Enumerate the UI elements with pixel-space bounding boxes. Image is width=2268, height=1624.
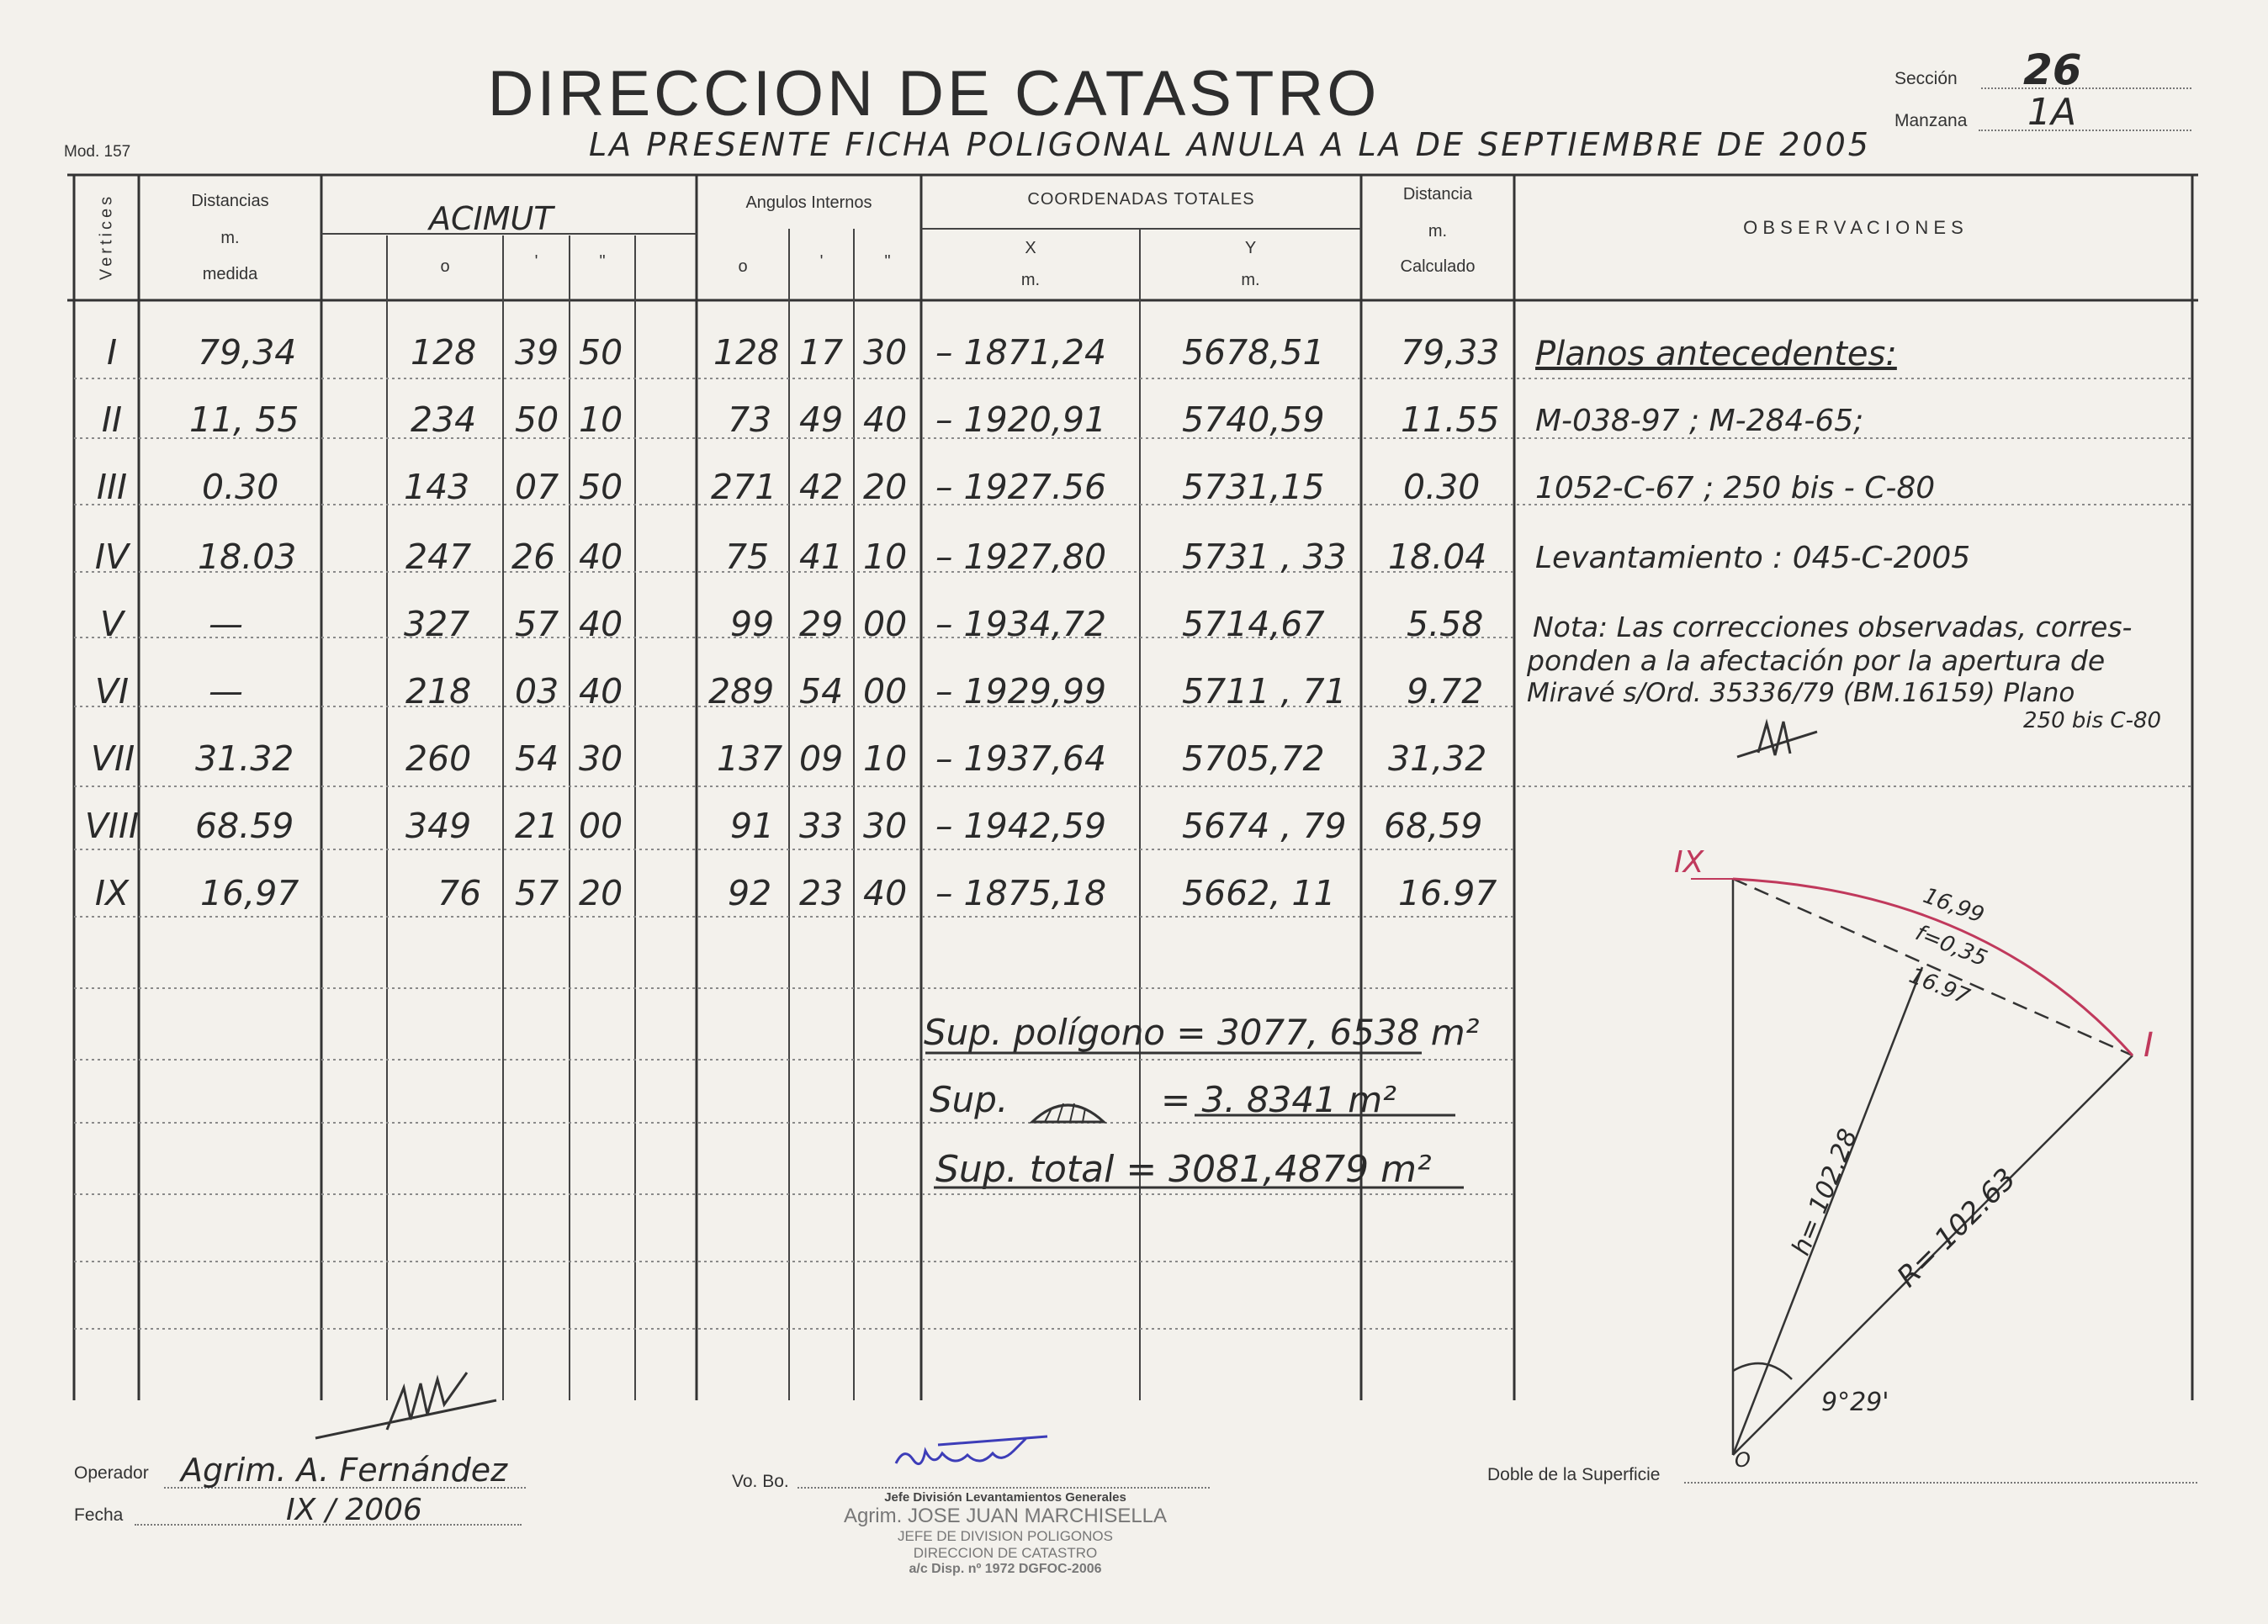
col-dist-calc-sub: Calculado xyxy=(1400,257,1476,276)
row-azimuth-deg: 218 xyxy=(405,671,472,711)
row-angle-sec: 10 xyxy=(863,738,908,779)
row-distance: 18.03 xyxy=(198,537,297,577)
row-vertex: VII xyxy=(91,738,135,779)
vobo-signature xyxy=(888,1430,1064,1480)
obs-nota-3: Miravé s/Ord. 35336/79 (BM.16159) Plano xyxy=(1527,678,2075,708)
row-y: 5731 , 33 xyxy=(1182,537,1347,577)
col-distancias-sub: medida xyxy=(202,265,258,283)
row-angle-deg: 271 xyxy=(711,467,777,507)
sketch-radius: R= 102.63 xyxy=(1890,1161,2023,1294)
initials-signature xyxy=(1733,715,1826,765)
row-calc: 11.55 xyxy=(1401,399,1500,440)
col-distancias-unit: m. xyxy=(220,229,240,247)
row-vertex: IV xyxy=(94,537,130,577)
row-vertex: IX xyxy=(94,873,130,913)
row-azimuth-min: 21 xyxy=(515,806,559,846)
stamp-line-5: a/c Disp. nº 1972 DGFOC-2006 xyxy=(909,1562,1102,1576)
row-calc: 18.04 xyxy=(1388,537,1487,577)
col-vertices: Vertices xyxy=(97,193,116,281)
surface-segment-label: Sup. xyxy=(930,1079,1009,1120)
col-angulos-min: ' xyxy=(819,252,824,271)
obs-plans-list-2: 1052-C-67 ; 250 bis - C-80 xyxy=(1535,471,1936,505)
row-azimuth-sec: 40 xyxy=(579,671,623,711)
row-azimuth-sec: 40 xyxy=(579,537,623,577)
col-acimut-min: ' xyxy=(534,252,538,271)
stamp-line-1: Jefe División Levantamientos Generales xyxy=(884,1490,1126,1505)
row-y: 5662, 11 xyxy=(1182,873,1336,913)
row-distance: 79,34 xyxy=(198,332,297,373)
row-angle-sec: 30 xyxy=(863,806,908,846)
row-x: – 1929,99 xyxy=(935,671,1107,711)
sketch-vertex-i: I xyxy=(2143,1026,2154,1065)
row-angle-min: 23 xyxy=(799,873,844,913)
row-calc: 79,33 xyxy=(1401,332,1500,373)
row-distance: 0.30 xyxy=(202,467,279,507)
col-acimut: ACIMUT xyxy=(429,200,554,237)
sketch-vertex-ix: IX xyxy=(1674,845,1704,880)
row-y: 5674 , 79 xyxy=(1182,806,1347,846)
official-stamp xyxy=(787,1490,1224,1577)
row-x: – 1875,18 xyxy=(935,873,1107,913)
row-azimuth-min: 57 xyxy=(515,873,559,913)
col-dist-calc: Distancia xyxy=(1402,185,1473,204)
row-azimuth-deg: 247 xyxy=(405,537,472,577)
row-calc: 5.58 xyxy=(1407,604,1484,644)
row-angle-deg: 91 xyxy=(730,806,775,846)
sketch-angle: 9°29' xyxy=(1821,1388,1889,1417)
row-y: 5714,67 xyxy=(1182,604,1325,644)
row-x: – 1871,24 xyxy=(935,332,1107,373)
col-acimut-deg: o xyxy=(440,257,450,276)
row-azimuth-deg: 234 xyxy=(411,399,477,440)
row-vertex: VIII xyxy=(84,806,140,846)
row-angle-min: 09 xyxy=(799,738,844,779)
row-angle-deg: 73 xyxy=(728,399,772,440)
sketch-height: h= 102.28 xyxy=(1786,1124,1864,1260)
row-x: – 1920,91 xyxy=(935,399,1107,440)
row-azimuth-deg: 260 xyxy=(405,738,472,779)
row-vertex: V xyxy=(99,604,125,644)
page-subtitle: LA PRESENTE FICHA POLIGONAL ANULA A LA DE SEPTIEMBRE DE 2005 xyxy=(589,126,1871,163)
row-distance: 16,97 xyxy=(200,873,299,913)
row-angle-min: 41 xyxy=(799,537,844,577)
row-azimuth-min: 39 xyxy=(515,332,559,373)
row-calc: 68,59 xyxy=(1384,806,1483,846)
row-angle-min: 29 xyxy=(799,604,844,644)
row-calc: 0.30 xyxy=(1403,467,1481,507)
row-azimuth-sec: 50 xyxy=(579,467,623,507)
manzana-line xyxy=(1979,130,2191,131)
row-azimuth-min: 54 xyxy=(515,738,559,779)
stamp-line-3: JEFE DE DIVISION POLIGONOS xyxy=(898,1528,1113,1544)
row-angle-deg: 128 xyxy=(713,332,780,373)
row-angle-sec: 00 xyxy=(863,671,908,711)
row-azimuth-min: 03 xyxy=(515,671,559,711)
row-angle-sec: 00 xyxy=(863,604,908,644)
row-angle-deg: 137 xyxy=(717,738,783,779)
row-azimuth-sec: 10 xyxy=(579,399,623,440)
row-x: – 1927.56 xyxy=(935,467,1107,507)
seccion-line xyxy=(1981,87,2191,89)
row-azimuth-sec: 50 xyxy=(579,332,623,373)
row-azimuth-min: 26 xyxy=(511,537,556,577)
col-angulos-sec: " xyxy=(884,252,891,271)
row-angle-min: 33 xyxy=(799,806,844,846)
obs-nota-1: Nota: Las correcciones observadas, corres- xyxy=(1533,611,2133,643)
col-angulos: Angulos Internos xyxy=(745,193,872,212)
obs-plans-list: M-038-97 ; M-284-65; xyxy=(1535,404,1864,438)
row-y: 5731,15 xyxy=(1182,467,1325,507)
row-distance: — xyxy=(209,604,243,644)
row-azimuth-deg: 143 xyxy=(404,467,470,507)
row-y: 5711 , 71 xyxy=(1182,671,1347,711)
page-title: DIRECCION DE CATASTRO xyxy=(487,58,1380,130)
vobo-label: Vo. Bo. xyxy=(732,1472,789,1491)
surface-underlines xyxy=(917,1051,1472,1194)
row-distance: 11, 55 xyxy=(189,399,299,440)
row-angle-deg: 92 xyxy=(728,873,772,913)
row-angle-min: 54 xyxy=(799,671,844,711)
col-observaciones: O B S E R V A C I O N E S xyxy=(1743,217,1963,238)
row-x: – 1934,72 xyxy=(935,604,1107,644)
surface-polygon: Sup. polígono = 3077, 6538 m² xyxy=(924,1012,1480,1053)
col-y-unit: m. xyxy=(1241,271,1260,289)
manzana-value: 1A xyxy=(2027,91,2077,134)
row-vertex: I xyxy=(106,332,118,373)
row-angle-sec: 40 xyxy=(863,873,908,913)
row-y: 5740,59 xyxy=(1182,399,1325,440)
row-y: 5705,72 xyxy=(1182,738,1325,779)
row-azimuth-deg: 349 xyxy=(405,806,472,846)
row-calc: 9.72 xyxy=(1407,671,1484,711)
col-y: Y xyxy=(1244,239,1257,257)
sketch-arrow: f=0,35 xyxy=(1911,920,1991,972)
row-azimuth-min: 57 xyxy=(515,604,559,644)
row-angle-sec: 30 xyxy=(863,332,908,373)
row-y: 5678,51 xyxy=(1182,332,1325,373)
row-vertex: III xyxy=(96,467,128,507)
row-angle-min: 17 xyxy=(799,332,844,373)
col-x: X xyxy=(1025,239,1036,257)
col-dist-calc-unit: m. xyxy=(1428,222,1448,241)
operador-value: Agrim. A. Fernández xyxy=(181,1452,508,1489)
row-distance: — xyxy=(209,671,243,711)
row-angle-sec: 40 xyxy=(863,399,908,440)
vobo-line xyxy=(798,1487,1210,1489)
col-acimut-sec: " xyxy=(599,252,606,271)
stamp-line-2: Agrim. JOSE JUAN MARCHISELLA xyxy=(843,1505,1168,1527)
row-azimuth-sec: 30 xyxy=(579,738,623,779)
row-angle-deg: 289 xyxy=(708,671,775,711)
row-angle-deg: 75 xyxy=(725,537,770,577)
manzana-label: Manzana xyxy=(1894,111,1968,130)
obs-nota-2: ponden a la afectación por la apertura de xyxy=(1527,644,2106,677)
row-angle-deg: 99 xyxy=(730,604,775,644)
row-azimuth-deg: 327 xyxy=(404,604,470,644)
row-azimuth-deg: 76 xyxy=(437,873,482,913)
row-vertex: VI xyxy=(94,671,130,711)
row-angle-sec: 10 xyxy=(863,537,908,577)
stamp-line-4: DIRECCION DE CATASTRO xyxy=(913,1545,1098,1561)
row-distance: 68.59 xyxy=(195,806,294,846)
row-calc: 31,32 xyxy=(1388,738,1487,779)
row-distance: 31.32 xyxy=(195,738,294,779)
surface-total: Sup. total = 3081,4879 m² xyxy=(935,1148,1432,1191)
sketch-arc: 16.97 xyxy=(1905,963,1974,1010)
row-angle-min: 49 xyxy=(799,399,844,440)
surface-segment-value: = 3. 8341 m² xyxy=(1161,1079,1396,1120)
seccion-value: 26 xyxy=(2023,45,2082,94)
form-code: Mod. 157 xyxy=(64,143,131,161)
row-x: – 1937,64 xyxy=(935,738,1107,779)
obs-nota-4: 250 bis C-80 xyxy=(2023,708,2162,733)
obs-levantamiento: Levantamiento : 045-C-2005 xyxy=(1535,541,1971,575)
row-angle-sec: 20 xyxy=(863,467,908,507)
row-azimuth-sec: 20 xyxy=(579,873,623,913)
row-angle-min: 42 xyxy=(799,467,844,507)
doble-superficie-label: Doble de la Superficie xyxy=(1487,1465,1661,1484)
row-x: – 1927,80 xyxy=(935,537,1107,577)
sketch-center: O xyxy=(1735,1448,1751,1472)
col-coordenadas: COORDENADAS TOTALES xyxy=(1027,190,1255,209)
sketch-chord: 16,99 xyxy=(1920,883,1988,928)
doble-superficie-line xyxy=(1684,1482,2197,1484)
col-distancias: Distancias xyxy=(191,192,269,210)
row-azimuth-min: 07 xyxy=(515,467,559,507)
row-vertex: II xyxy=(101,399,123,440)
fecha-label: Fecha xyxy=(74,1505,124,1525)
row-x: – 1942,59 xyxy=(935,806,1107,846)
col-x-unit: m. xyxy=(1020,271,1041,289)
seccion-label: Sección xyxy=(1894,69,1958,88)
row-azimuth-sec: 00 xyxy=(579,806,623,846)
operador-signature xyxy=(311,1354,513,1447)
fecha-value: IX / 2006 xyxy=(286,1493,422,1527)
row-calc: 16.97 xyxy=(1398,873,1497,913)
col-angulos-deg: o xyxy=(738,257,748,276)
row-azimuth-deg: 128 xyxy=(411,332,477,373)
operador-label: Operador xyxy=(74,1463,149,1483)
obs-planos-antecedentes: Planos antecedentes: xyxy=(1535,335,1897,373)
row-azimuth-sec: 40 xyxy=(579,604,623,644)
row-azimuth-min: 50 xyxy=(515,399,559,440)
